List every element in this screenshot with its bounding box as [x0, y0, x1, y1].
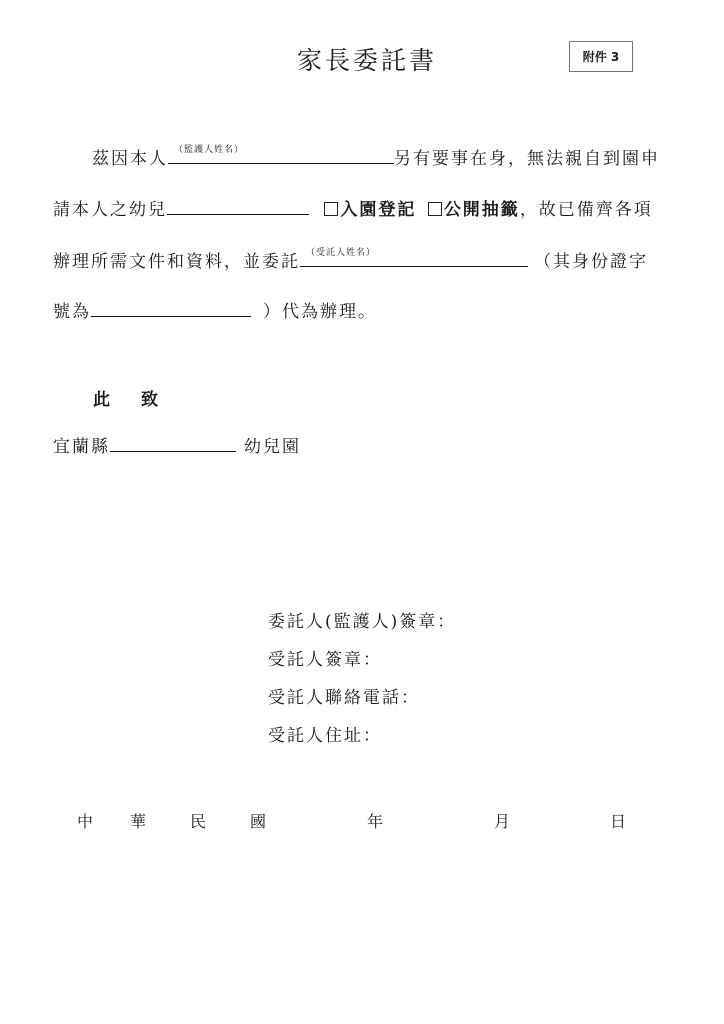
checkbox-enroll-group[interactable] [324, 200, 416, 220]
document-title: 家長委託書 [297, 46, 438, 75]
attachment-badge [569, 41, 633, 72]
line1-suffix: 另有要事在身，無法親自到園申 [394, 149, 660, 169]
paragraph-line-1 [92, 147, 660, 171]
line2-prefix: 請本人之幼兒 [53, 200, 167, 220]
year-label: 年 [367, 812, 384, 831]
date-char-hua: 華 [130, 812, 147, 831]
date-char-guo: 國 [250, 812, 267, 831]
line1-prefix: 茲因本人 [92, 149, 168, 169]
month-label: 月 [494, 812, 511, 831]
trustee-address-label: 受託人住址： [268, 726, 382, 746]
kindergarten-name-field[interactable] [110, 437, 236, 452]
paragraph-line-3 [53, 250, 648, 274]
line2-suffix: ，故已備齊各項 [519, 200, 653, 220]
checkbox-lottery[interactable] [428, 202, 442, 216]
checkbox-enroll[interactable] [324, 202, 338, 216]
salutation-2: 致 [141, 390, 160, 410]
guardian-signature-label: 委託人(監護人)簽章： [268, 612, 457, 632]
day-label: 日 [610, 812, 627, 831]
line4-suffix: ）代為辦理。 [263, 302, 377, 322]
checkbox-lottery-group[interactable] [428, 200, 520, 220]
trustee-name-hint: （受託人姓名） [306, 248, 377, 258]
line4-prefix: 號為 [53, 302, 91, 322]
attachment-label: 附件 3 [582, 50, 620, 64]
guardian-name-hint: （監護人姓名） [174, 145, 245, 155]
checkbox-enroll-label: 入園登記 [340, 200, 417, 220]
line3-suffix: （其身份證字 [534, 252, 648, 272]
kindergarten-line [53, 435, 301, 459]
kindergarten-suffix: 幼兒園 [244, 437, 301, 457]
date-char-zhong: 中 [77, 812, 94, 831]
child-name-field[interactable] [167, 200, 309, 215]
county-prefix: 宜蘭縣 [53, 437, 110, 457]
guardian-name-field[interactable] [168, 145, 394, 164]
paragraph-line-2 [53, 198, 653, 222]
checkbox-lottery-label: 公開抽籤 [443, 200, 520, 220]
salutation-1: 此 [93, 390, 112, 410]
date-char-min: 民 [190, 812, 207, 831]
id-number-field[interactable] [91, 302, 251, 317]
line3-prefix: 辦理所需文件和資料，並委託 [53, 252, 300, 272]
paragraph-line-4 [53, 300, 377, 324]
trustee-signature-label: 受託人簽章： [268, 650, 382, 670]
trustee-name-field[interactable] [300, 248, 528, 267]
trustee-phone-label: 受託人聯絡電話： [268, 688, 420, 708]
